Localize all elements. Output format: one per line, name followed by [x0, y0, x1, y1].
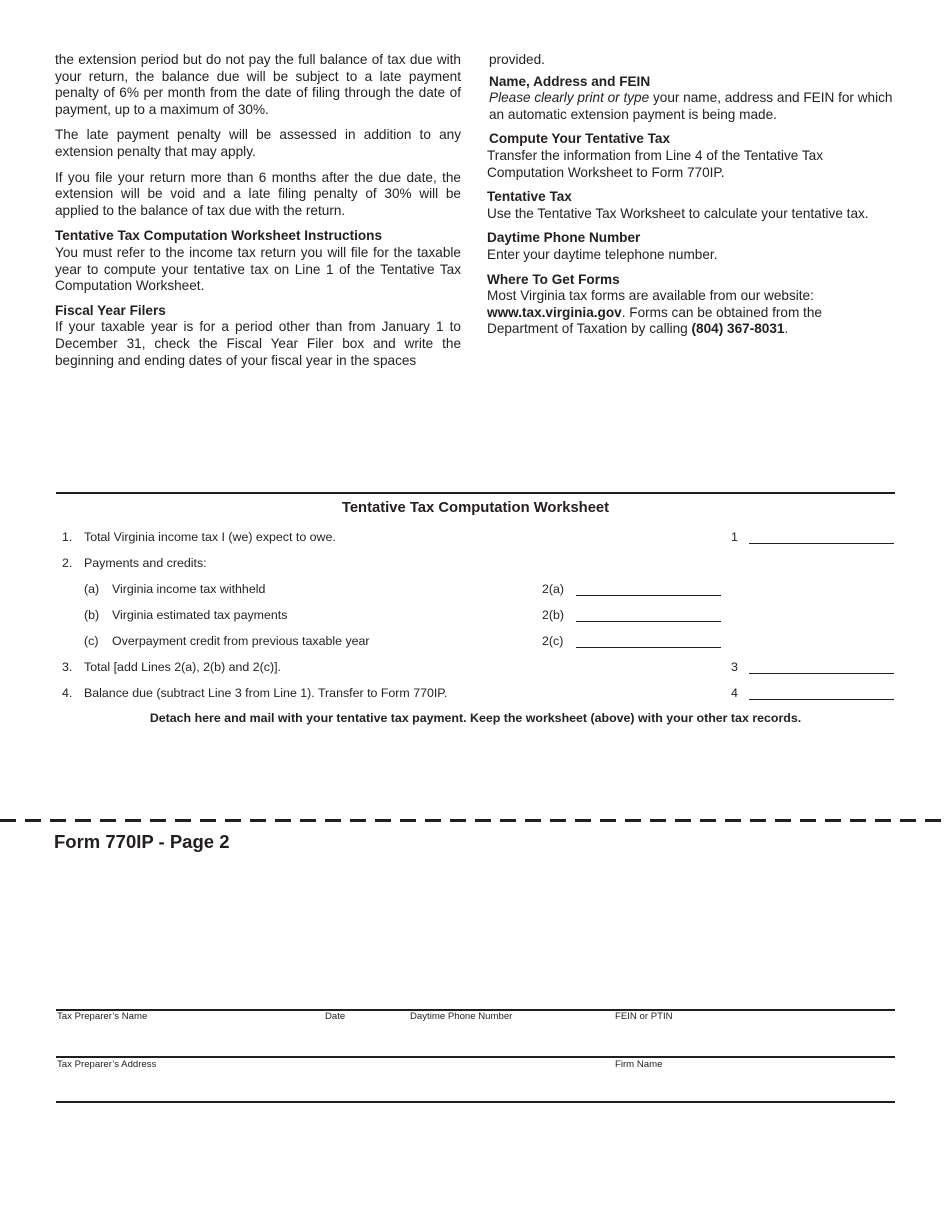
phone-heading: Daytime Phone Number [487, 230, 641, 246]
line-1-number: 1. [62, 530, 73, 544]
firm-name-label: Firm Name [615, 1059, 663, 1070]
line-2c-text: Overpayment credit from previous taxable year [112, 634, 370, 648]
phone-body: Enter your daytime telephone number. [487, 246, 718, 262]
worksheet-line-2b [56, 608, 895, 626]
name-address-section [487, 74, 894, 124]
late-payment-penalty-paragraph: The late payment penalty will be assessed in addition to any extension penalty that may apply. [55, 127, 461, 159]
compute-body: Transfer the information from Line 4 of the Tentative Tax Computation Worksheet to Form 770IP. [487, 147, 823, 180]
worksheet-title: Tentative Tax Computation Worksheet [341, 500, 610, 516]
form-page-title: Form 770IP - Page 2 [54, 831, 230, 852]
name-address-heading: Name, Address and FEIN [489, 73, 651, 89]
name-address-rest: your name, address and FEIN for which an automatic extension payment is being made. [489, 90, 893, 122]
worksheet-line-4 [56, 686, 895, 704]
forms-body-2: . Forms can be obtained from the Department of Taxation by calling [487, 304, 822, 337]
line-4-number: 4. [62, 686, 73, 700]
fiscal-year-heading: Fiscal Year Filers [55, 302, 166, 318]
line-2a-letter: (a) [84, 582, 100, 596]
line-4-input[interactable] [749, 699, 894, 700]
compute-heading: Compute Your Tentative Tax [489, 131, 671, 147]
line-2c-letter: (c) [84, 634, 99, 648]
tentative-tax-heading: Tentative Tax [487, 189, 572, 205]
compute-section [487, 131, 894, 181]
fiscal-year-body: If your taxable year is for a period other than from January 1 to December 31, check the Fiscal Year Filer box and write the beginning and ending dates of your fiscal year in the spaces [55, 319, 461, 368]
forms-body [487, 288, 894, 338]
line-2a-input[interactable] [576, 595, 721, 596]
tentative-tax-section [487, 189, 894, 222]
fiscal-year-section [55, 303, 461, 369]
date-label: Date [325, 1011, 346, 1022]
worksheet-instructions-heading: Tentative Tax Computation Worksheet Instructions [55, 228, 383, 244]
late-filing-paragraph: If you file your return more than 6 months after the due date, the extension will be void and a late filing penalty of 30% will be applied to the balance of tax due with the return. [55, 169, 461, 218]
line-1-label: 1 [731, 530, 738, 544]
detach-dashed-line [0, 819, 950, 822]
line-3-label: 3 [731, 660, 738, 674]
department-phone: (804) 367-8031 [691, 321, 785, 337]
line-3-number: 3. [62, 660, 73, 674]
line-2a-label: 2(a) [542, 582, 565, 596]
name-address-italic: Please clearly print or type [489, 90, 650, 106]
line-4-text: Balance due (subtract Line 3 from Line 1). Transfer to Form 770IP. [84, 686, 448, 700]
worksheet-instructions-section [55, 228, 461, 294]
tentative-tax-body: Use the Tentative Tax Worksheet to calculate your tentative tax. [487, 205, 869, 221]
line-2c-input[interactable] [576, 647, 721, 648]
name-address-body [489, 90, 894, 123]
continued-text: provided. [489, 52, 545, 67]
worksheet-instructions-body: You must refer to the income tax return you will file for the taxable year to compute your tentative tax on Line 1 of the Tentative Tax Computation Worksheet. [55, 244, 461, 294]
instructions-right-column [487, 52, 894, 346]
line-1-input[interactable] [749, 543, 894, 544]
preparer-name-label: Tax Preparer’s Name [57, 1011, 148, 1022]
line-3-text: Total [add Lines 2(a), 2(b) and 2(c)]. [84, 660, 281, 674]
line-2b-label: 2(b) [542, 608, 565, 622]
line-4-label: 4 [731, 686, 738, 700]
forms-body-1: Most Virginia tax forms are available from our website: [487, 288, 814, 304]
late-payment-paragraph: the extension period but do not pay the full balance of tax due with your return, the balance due will be subject to a late payment penalty of 6% per month from the date of filing through the date of payment, up to a maximum of 30%. [55, 52, 461, 117]
line-3-input[interactable] [749, 673, 894, 674]
line-2a-text: Virginia income tax withheld [112, 582, 266, 596]
forms-heading: Where To Get Forms [487, 271, 620, 287]
worksheet-line-3 [56, 660, 895, 678]
worksheet-line-1 [56, 530, 895, 548]
fein-ptin-label: FEIN or PTIN [615, 1011, 673, 1022]
worksheet-line-2c [56, 634, 895, 652]
preparer-bottom-rule [56, 1101, 895, 1103]
instructions-left-column [55, 52, 461, 377]
line-2b-letter: (b) [84, 608, 100, 622]
daytime-phone-label: Daytime Phone Number [410, 1011, 513, 1022]
line-2b-text: Virginia estimated tax payments [112, 608, 288, 622]
line-2c-label: 2(c) [542, 634, 564, 648]
line-2-text: Payments and credits: [84, 556, 207, 570]
phone-section [487, 230, 894, 263]
worksheet-top-rule [56, 492, 895, 494]
worksheet-line-2 [56, 556, 895, 574]
preparer-middle-rule [56, 1056, 895, 1058]
forms-section [487, 272, 894, 338]
forms-body-3: . [784, 321, 789, 337]
detach-note: Detach here and mail with your tentative tax payment. Keep the worksheet (above) with your other tax records. [149, 711, 802, 725]
line-2-number: 2. [62, 556, 73, 570]
worksheet-line-2a [56, 582, 895, 600]
preparer-address-label: Tax Preparer’s Address [57, 1059, 157, 1070]
line-1-text: Total Virginia income tax I (we) expect to owe. [84, 530, 336, 544]
line-2b-input[interactable] [576, 621, 721, 622]
website-link[interactable]: www.tax.virginia.gov [487, 304, 622, 320]
